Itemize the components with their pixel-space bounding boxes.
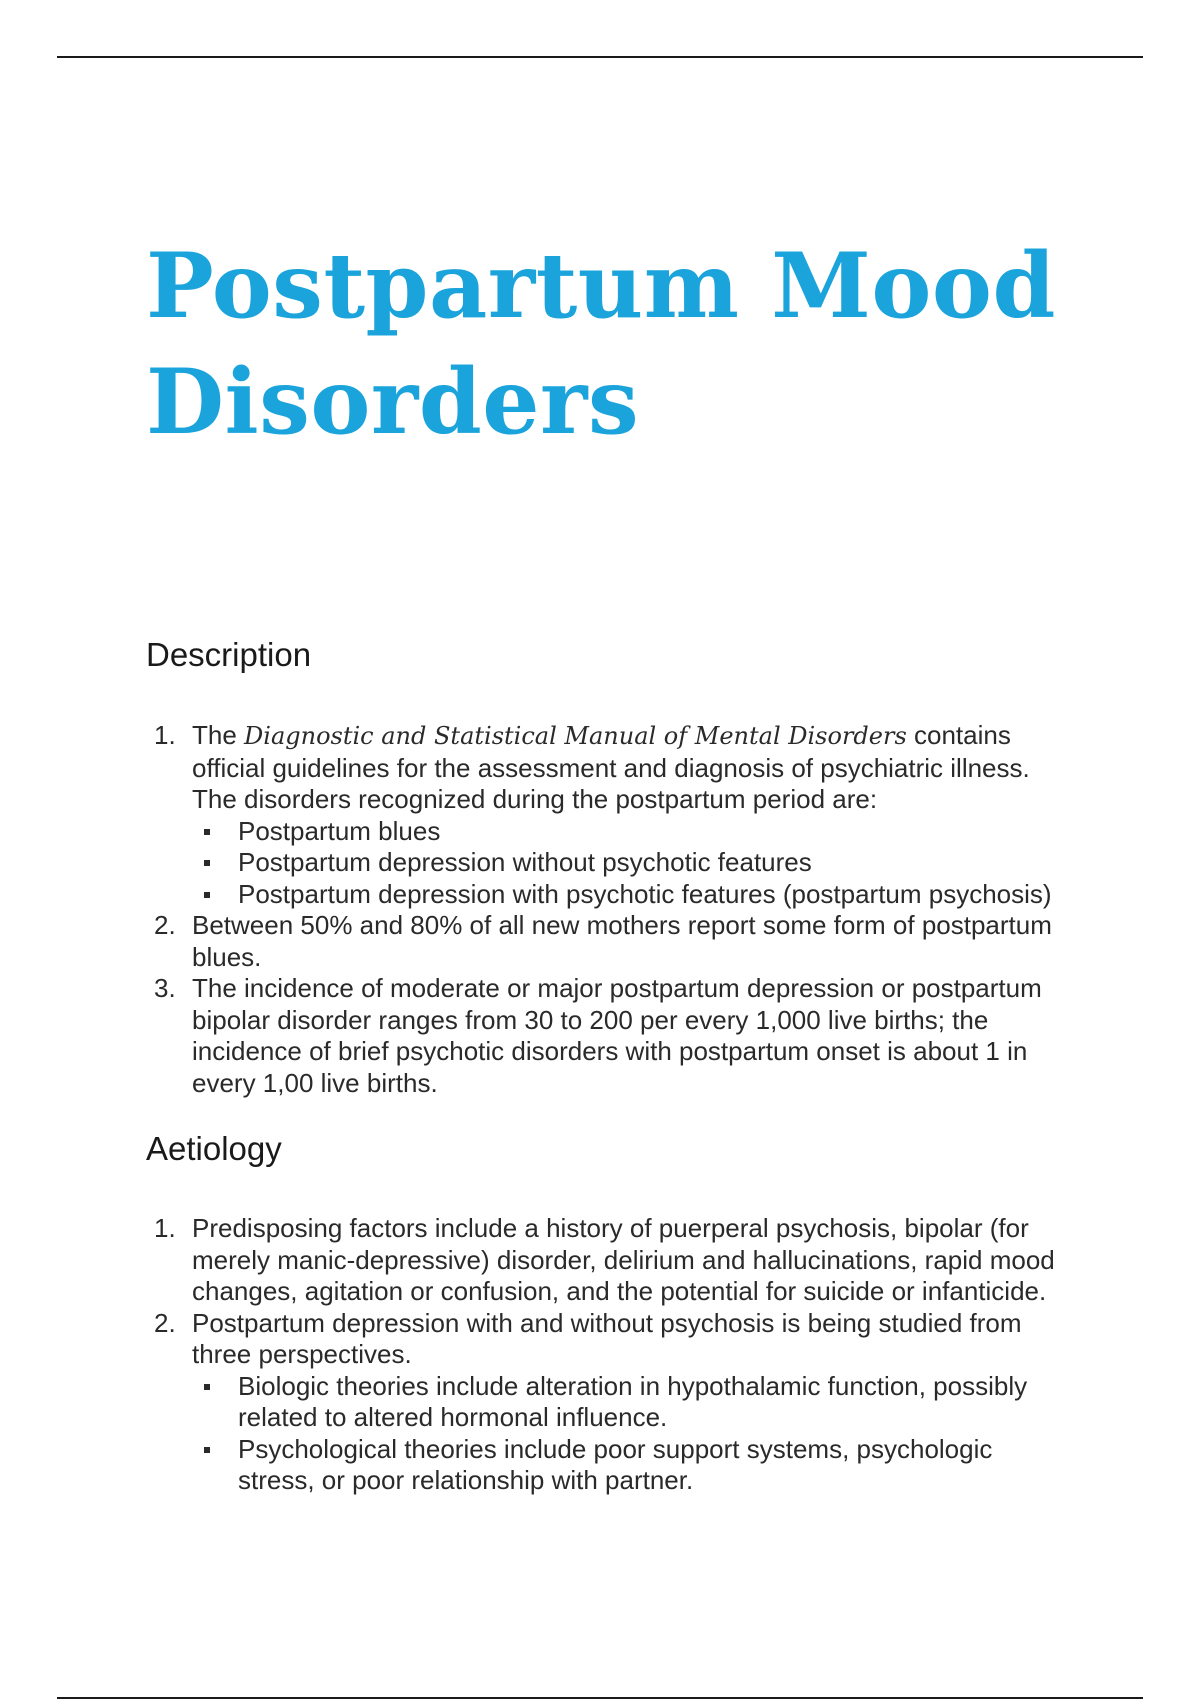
list-number: 3. [154, 973, 176, 1003]
item-text-before: The [192, 720, 245, 750]
bullet-item [192, 1434, 1056, 1497]
list-item [146, 910, 1056, 973]
manual-title: Diagnostic and Statistical Manual of Mental Disorders [244, 722, 907, 750]
title-line-1: Postpartum Mood [146, 233, 1056, 339]
list-item [146, 720, 1056, 910]
list-number: 2. [154, 910, 176, 940]
bullet-marker [204, 829, 210, 835]
bottom-rule [57, 1697, 1143, 1699]
top-rule [57, 56, 1143, 58]
list-item [146, 1308, 1056, 1497]
bullet-text: Biologic theories include alteration in hypothalamic function, possibly related to altered hormonal influence. [238, 1370, 1028, 1432]
title-line-2: Disorders [146, 349, 640, 455]
document-title [146, 228, 1056, 460]
aetiology-list [146, 1213, 1056, 1497]
bullet-text: Postpartum depression with psychotic features (postpartum psychosis) [238, 878, 1052, 909]
bullet-item [192, 847, 1056, 879]
aetiology-heading: Aetiology [146, 1130, 282, 1167]
item-text: Between 50% and 80% of all new mothers report some form of postpartum blues. [192, 910, 1052, 972]
bullet-list [192, 816, 1056, 911]
description-heading: Description [146, 636, 312, 673]
item-text-after: contains official guidelines for the assessment and diagnosis of psychiatric illness. The disorders recognized during the postpartum period are: [192, 720, 1030, 814]
list-item [146, 973, 1056, 1099]
list-number: 1. [154, 1213, 176, 1243]
bullet-marker [204, 892, 210, 898]
bullet-item [192, 816, 1056, 848]
description-list [146, 720, 1056, 1099]
bullet-item [192, 1371, 1056, 1434]
bullet-text: Postpartum blues [238, 815, 441, 846]
bullet-text: Postpartum depression without psychotic features [238, 847, 812, 877]
item-text: Postpartum depression with and without psychosis is being studied from three perspectives. [192, 1307, 1022, 1369]
bullet-marker [204, 860, 210, 866]
item-text: Predisposing factors include a history of puerperal psychosis, bipolar (for merely manic-depressive) disorder, delirium and hallucinations, rapid mood changes, agitation or confusion, and the potential for suicide or infanticide. [192, 1213, 1055, 1306]
item-text: The incidence of moderate or major postpartum depression or postpartum bipolar disorder ranges from 30 to 200 per every 1,000 live births; the incidence of brief psychotic disorders with postpartum onset is about 1 in every 1,00 live births. [192, 973, 1042, 1098]
list-number: 1. [154, 720, 176, 750]
bullet-item [192, 879, 1056, 911]
list-item [146, 1213, 1056, 1308]
bullet-text: Psychological theories include poor support systems, psychologic stress, or poor relationship with partner. [238, 1433, 993, 1495]
bullet-marker [204, 1447, 210, 1453]
list-number: 2. [154, 1307, 176, 1338]
bullet-list [192, 1371, 1056, 1497]
bullet-marker [204, 1384, 210, 1390]
